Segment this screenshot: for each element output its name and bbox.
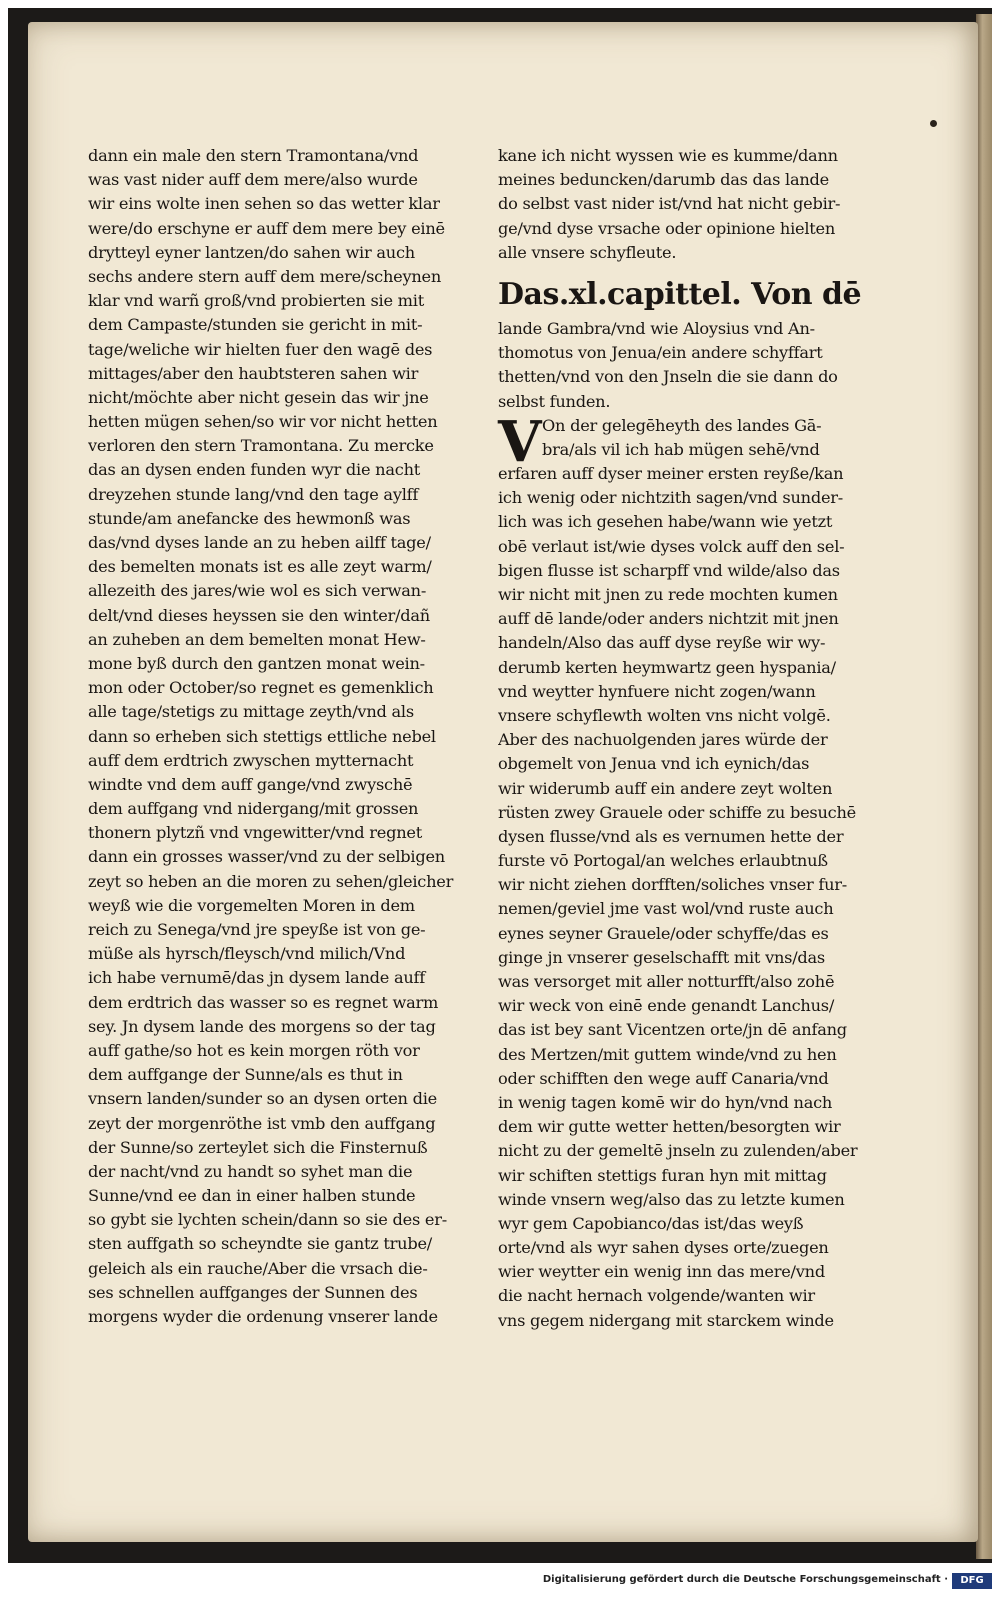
text-line: das an dysen enden funden wyr die nacht — [88, 460, 420, 480]
dfg-logo: DFG — [952, 1573, 992, 1589]
text-line: delt/vnd dieses heyssen sie den winter/dañ — [88, 605, 430, 625]
text-line: auff dem erdtrich zwyschen mytternacht — [88, 750, 414, 770]
text-line: ses schnellen auffganges der Sunnen des — [88, 1282, 418, 1302]
text-line: die nacht hernach volgende/wanten wir — [498, 1286, 815, 1306]
text-line: dem erdtrich das wasser so es regnet warm — [88, 992, 439, 1012]
subtitle-line: thetten/vnd von den Jnseln die sie dann do — [498, 367, 838, 387]
text-line: alle tage/stetigs zu mittage zeyth/vnd als — [88, 702, 414, 722]
chapter-subtitle — [498, 317, 898, 414]
text-line: zeyt so heben an die moren zu sehen/gleicher — [88, 871, 454, 891]
text-line: dann so erheben sich stettigs ettliche nebel — [88, 726, 436, 746]
text-line: handeln/Also das auff dyse reyße wir wy- — [498, 633, 826, 653]
text-line: allezeith des jares/wie wol es sich verwan- — [88, 581, 427, 601]
text-line: verloren den stern Tramontana. Zu mercke — [88, 436, 434, 456]
credit-separator: · — [940, 1574, 948, 1585]
text-line: ginge jn vnserer geselschafft mit vns/das — [498, 947, 825, 967]
text-line: mon oder October/so regnet es gemenklich — [88, 678, 434, 698]
text-line: dem auffgange der Sunne/als es thut in — [88, 1065, 403, 1085]
text-line: meines beduncken/darumb das das lande — [498, 170, 829, 190]
drop-cap-initial: V — [498, 408, 542, 475]
text-line: ich habe vernumē/das jn dysem lande auff — [88, 968, 426, 988]
text-line: sechs andere stern auff dem mere/scheynen — [88, 266, 442, 286]
text-line: derumb kerten heymwartz geen hyspania/ — [498, 657, 836, 677]
text-line: dem auffgang vnd nidergang/mit grossen — [88, 799, 419, 819]
text-line: drytteyl eyner lantzen/do sahen wir auch — [88, 242, 415, 262]
subtitle-line: thomotus von Jenua/ein andere schyffart — [498, 343, 823, 363]
text-line: vnsern landen/sunder so an dysen orten die — [88, 1089, 437, 1109]
text-line: ich wenig oder nichtzith sagen/vnd sunder- — [498, 488, 843, 508]
text-line: dann ein male den stern Tramontana/vnd — [88, 146, 419, 165]
text-line: kane ich nicht wyssen wie es kumme/dann — [498, 146, 838, 165]
left-text-column — [88, 144, 498, 1329]
text-line: ge/vnd dyse vrsache oder opinione hielten — [498, 218, 836, 238]
text-line: windte vnd dem auff gange/vnd zwyschē — [88, 774, 413, 794]
text-line: wir schiften stettigs furan hyn mit mittag — [498, 1165, 827, 1185]
text-line: Sunne/vnd ee dan in einer halben stunde — [88, 1186, 416, 1206]
text-line: wir nicht ziehen dorfften/soliches vnser fur- — [498, 875, 847, 895]
text-line: sey. Jn dysem lande des morgens so der tag — [88, 1016, 436, 1036]
right-column-continuation — [498, 144, 898, 265]
text-line: geleich als ein rauche/Aber die vrsach die- — [88, 1258, 428, 1278]
text-line: tage/weliche wir hielten fuer den wagē des — [88, 339, 433, 359]
text-line: was versorget mit aller notturfft/also zohē — [498, 972, 835, 991]
text-line: dem wir gutte wetter hetten/besorgten wir — [498, 1117, 841, 1137]
text-line: wir weck von einē ende genandt Lanchus/ — [498, 996, 835, 1016]
text-line: bigen flusse ist scharpff vnd wilde/also das — [498, 560, 840, 580]
text-line: das/vnd dyses lande an zu heben ailff tage/ — [88, 533, 431, 552]
text-line: wir nicht mit jnen zu rede mochten kumen — [498, 585, 838, 604]
text-line: dem Campaste/stunden sie gericht in mit- — [88, 315, 423, 335]
text-line: des Mertzen/mit guttem winde/vnd zu hen — [498, 1044, 837, 1064]
text-line: auff dē lande/oder anders nichtzit mit jnen — [498, 609, 839, 629]
page-mark — [930, 120, 937, 127]
text-line: so gybt sie lychten schein/dann so sie des er- — [88, 1210, 447, 1230]
text-line: sten auffgath so scheyndte sie gantz trube/ — [88, 1234, 432, 1254]
text-line: On der gelegēheyth des landes Gā- — [542, 415, 822, 435]
text-line: wir widerumb auff ein andere zeyt wolten — [498, 778, 833, 798]
chapter-body-text — [498, 408, 898, 1333]
chapter-body — [498, 408, 898, 1333]
text-line: nicht zu der gemeltē jnseln zu zulenden/aber — [498, 1141, 858, 1161]
text-line: an zuheben an dem bemelten monat Hew- — [88, 629, 426, 649]
text-line: oder schifften den wege auff Canaria/vnd — [498, 1068, 829, 1088]
right-text-column — [498, 144, 898, 1333]
text-line: das ist bey sant Vicentzen orte/jn dē anfang — [498, 1020, 847, 1040]
text-line: zeyt der morgenröthe ist vmb den auffgang — [88, 1113, 436, 1133]
text-line: orte/vnd als wyr sahen dyses orte/zuegen — [498, 1238, 829, 1258]
book-edge — [976, 14, 992, 1559]
text-line: do selbst vast nider ist/vnd hat nicht gebir- — [498, 194, 841, 214]
text-line: vnsere schyflewth wolten vns nicht volgē. — [498, 705, 831, 725]
text-line: vns gegem nidergang mit starckem winde — [498, 1310, 834, 1330]
text-line: lich was ich gesehen habe/wann wie yetzt — [498, 512, 833, 532]
text-line: erfaren auff dyser meiner ersten reyße/kan — [498, 464, 844, 484]
text-line: eynes seyner Grauele/oder schyffe/das es — [498, 923, 829, 943]
text-line: nemen/geviel jme vast wol/vnd ruste auch — [498, 899, 834, 919]
text-line: auff gathe/so hot es kein morgen röth vor — [88, 1040, 420, 1060]
text-line: nicht/möchte aber nicht gesein das wir jne — [88, 387, 429, 407]
text-line: müße als hyrsch/fleysch/vnd milich/Vnd — [88, 944, 406, 964]
subtitle-line: selbst funden. — [498, 391, 611, 411]
text-line: wir eins wolte inen sehen so das wetter klar — [88, 194, 440, 214]
text-line: wyr gem Capobianco/das ist/das weyß — [498, 1213, 804, 1233]
subtitle-line: lande Gambra/vnd wie Aloysius vnd An- — [498, 318, 815, 338]
text-line: der nacht/vnd zu handt so syhet man die — [88, 1161, 413, 1181]
text-line: obē verlaut ist/wie dyses volck auff den sel- — [498, 536, 845, 556]
text-line: Aber des nachuolgenden jares würde der — [498, 730, 828, 750]
text-line: were/do erschyne er auff dem mere bey einē — [88, 218, 445, 238]
text-line: rüsten zwey Grauele oder schiffe zu besuchē — [498, 802, 856, 822]
chapter-heading: Das.xl.capittel. Von dē — [498, 276, 862, 312]
text-line: dreyzehen stunde lang/vnd den tage aylff — [88, 484, 419, 504]
text-line: wier weytter ein wenig inn das mere/vnd — [498, 1262, 825, 1282]
text-line: in wenig tagen komē wir do hyn/vnd nach — [498, 1092, 833, 1112]
text-line: des bemelten monats ist es alle zeyt warm/ — [88, 557, 432, 577]
text-line: der Sunne/so zerteylet sich die Finsternuß — [88, 1137, 428, 1157]
text-line: thonern plytzñ vnd vngewitter/vnd regnet — [88, 823, 422, 843]
text-line: hetten mügen sehen/so wir vor nicht hetten — [88, 412, 438, 432]
text-line: furste vō Portogal/an welches erlaubtnuß — [498, 851, 828, 871]
text-line: mittages/aber den haubtsteren sahen wir — [88, 363, 419, 383]
book-page — [28, 22, 978, 1542]
text-line: reich zu Senega/vnd jre speyße ist von ge- — [88, 920, 426, 939]
text-line: bra/als vil ich hab mügen sehē/vnd — [542, 439, 820, 459]
text-line: stunde/am anefancke des hewmonß was — [88, 508, 411, 528]
text-line: was vast nider auff dem mere/also wurde — [88, 170, 418, 190]
text-line: morgens wyder die ordenung vnserer lande — [88, 1307, 438, 1326]
text-line: vnd weytter hynfuere nicht zogen/wann — [498, 681, 816, 701]
text-line: winde vnsern weg/also das zu letzte kumen — [498, 1189, 845, 1209]
text-line: obgemelt von Jenua vnd ich eynich/das — [498, 754, 810, 774]
text-line: klar vnd warñ groß/vnd probierten sie mit — [88, 291, 424, 311]
text-line: alle vnsere schyfleute. — [498, 242, 677, 262]
text-line: mone byß durch den gantzen monat wein- — [88, 653, 425, 673]
digitization-credit — [543, 1569, 948, 1591]
credit-text: Digitalisierung gefördert durch die Deutsche Forschungsgemeinschaft — [542, 1574, 941, 1585]
text-line: dann ein grosses wasser/vnd zu der selbigen — [88, 847, 445, 867]
text-line: dysen flusse/vnd als es vernumen hette der — [498, 826, 844, 846]
text-line: weyß wie die vorgemelten Moren in dem — [88, 895, 415, 915]
